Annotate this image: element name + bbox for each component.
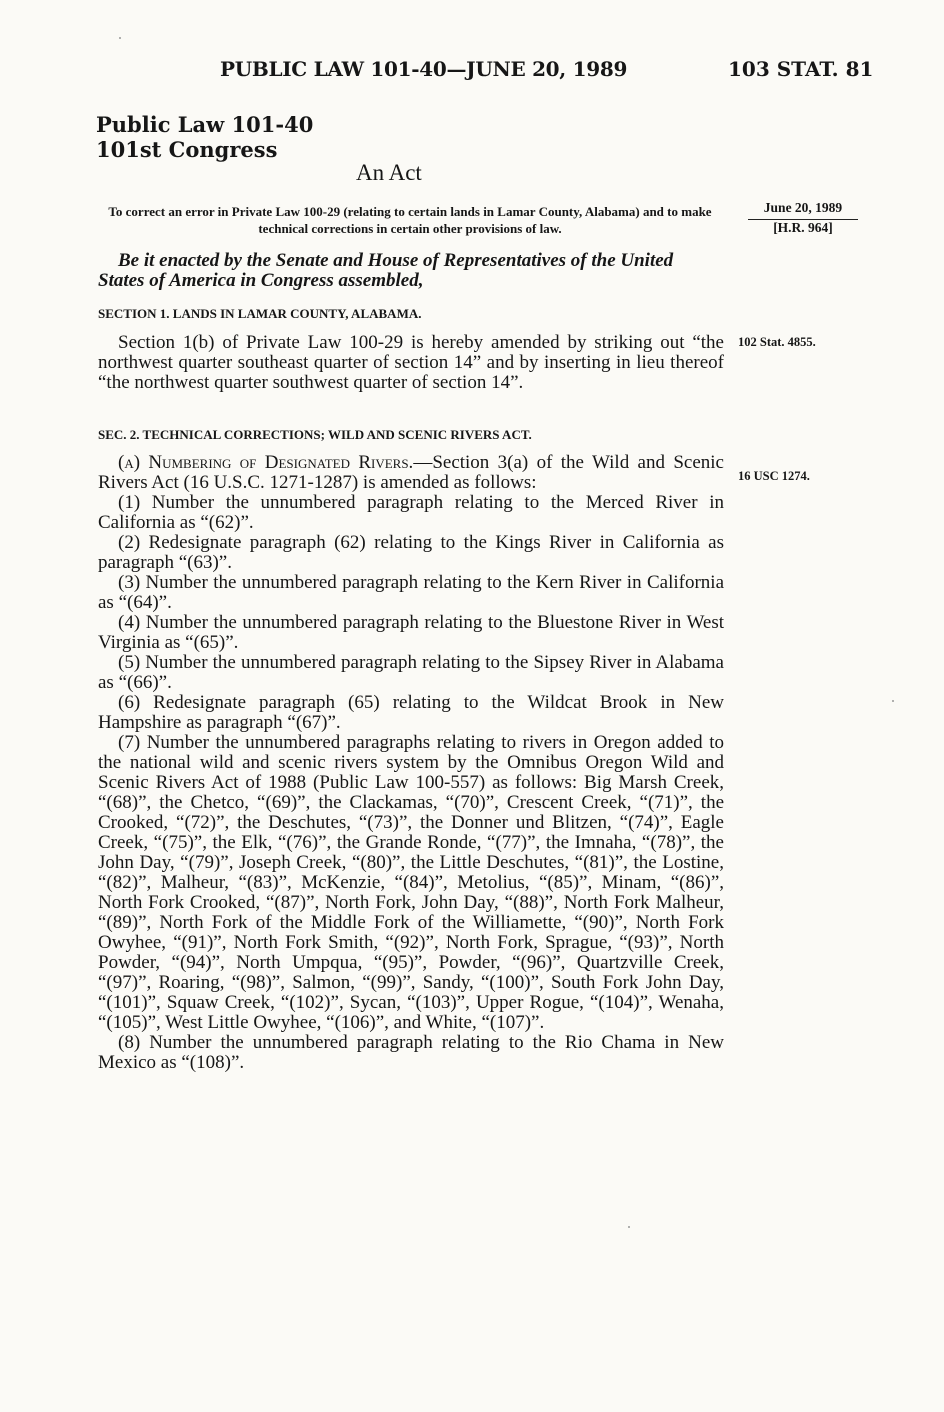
list-item: (8) Number the unnumbered paragraph relating to the Rio Chama in New Mexico as “(108)”. (98, 1032, 724, 1073)
scan-speck (892, 700, 894, 702)
enacting-clause: Be it enacted by the Senate and House of Representatives of the United States of America in Congress assembled, (98, 250, 674, 291)
bill-number: [H.R. 964] (773, 220, 833, 235)
list-item: (2) Redesignate paragraph (62) relating to the Kings River in California as paragraph “(63)”. (98, 532, 724, 573)
section-1-body (98, 333, 724, 393)
list-item: (4) Number the unnumbered paragraph relating to the Bluestone River in West Virginia as “(65)”. (98, 612, 724, 653)
list-item: (1) Number the unnumbered paragraph relating to the Merced River in California as “(62)”. (98, 492, 724, 533)
subsection-a-label: (a) Numbering of Designated Rivers. (118, 452, 414, 473)
law-number: Public Law 101-40 (96, 112, 314, 137)
congress-label: 101st Congress (96, 137, 278, 162)
scan-speck (119, 37, 121, 39)
section-2-body (98, 453, 724, 1073)
enactment-date: June 20, 1989 (748, 200, 858, 220)
page-number: 103 STAT. 81 (728, 57, 874, 81)
section-1-text: Section 1(b) of Private Law 100-29 is hereby amended by striking out “the northwest quarter southeast quarter of section 14” and by inserting in lieu thereof “the northwest quarter southwest quarter of section 14”. (98, 332, 724, 393)
subsection-a-text: —Section 3(a) of the Wild and Scenic Rivers Act (16 U.S.C. 1271-1287) is amended as follows: (98, 452, 724, 493)
section-2-heading: SEC. 2. TECHNICAL CORRECTIONS; WILD AND SCENIC RIVERS ACT. (98, 427, 532, 442)
margin-note-stat: 102 Stat. 4855. (738, 335, 816, 349)
list-item: (3) Number the unnumbered paragraph relating to the Kern River in California as “(64)”. (98, 572, 724, 613)
act-title: An Act (356, 160, 422, 185)
scan-speck (628, 1226, 630, 1228)
act-purpose: To correct an error in Private Law 100-29 (relating to certain lands in Lamar County, Alabama) and to make technical corrections in certain other provisions of law. (108, 204, 712, 236)
list-item: (7) Number the unnumbered paragraphs relating to rivers in Oregon added to the national wild and scenic rivers system by the Omnibus Oregon Wild and Scenic Rivers Act of 1988 (Public Law 100-557) as follows: Big Marsh Creek, “(68)”, the Chetco, “(69)”, the Clackamas, “(70)”, Crescent Creek, “(71)”, the Crooked, “(72)”, the Deschutes, “(73)”, the Donner und Blitzen, “(74)”, Eagle Creek, “(75)”, the Elk, “(76)”, the Grande Ronde, “(77)”, the Imnaha, “(78)”, the John Day, “(79)”, Joseph Creek, “(80)”, the Little Deschutes, “(81)”, the Lostine, “(82)”, Malheur, “(83)”, McKenzie, “(84)”, Metolius, “(85)”, Minam, “(86)”, North Fork Crooked, “(87)”, North Fork, John Day, “(88)”, North Fork Malheur, “(89)”, North Fork of the Middle Fork of the Williamette, “(90)”, North Fork Owyhee, “(91)”, North Fork Smith, “(92)”, North Fork, Sprague, “(93)”, North Powder, “(94)”, North Umpqua, “(95)”, Powder, “(96)”, Quartzville Creek, “(97)”, Roaring, “(98)”, Salmon, “(99)”, Sandy, “(100)”, South Fork John Day, “(101)”, Squaw Creek, “(102)”, Sycan, “(103)”, Upper Rogue, “(104)”, Wenaha, “(105)”, West Little Owyhee, “(106)”, and White, “(107)”. (98, 732, 724, 1033)
law-identifier (96, 112, 313, 162)
margin-note-usc: 16 USC 1274. (738, 469, 810, 483)
section-1-heading: SECTION 1. LANDS IN LAMAR COUNTY, ALABAMA. (98, 306, 422, 321)
subsection-a (98, 453, 724, 493)
running-head: PUBLIC LAW 101-40—JUNE 20, 1989 (220, 57, 628, 81)
list-item: (5) Number the unnumbered paragraph relating to the Sipsey River in Alabama as “(66)”. (98, 652, 724, 693)
list-item: (6) Redesignate paragraph (65) relating to the Wildcat Brook in New Hampshire as paragraph “(67)”. (98, 692, 724, 733)
